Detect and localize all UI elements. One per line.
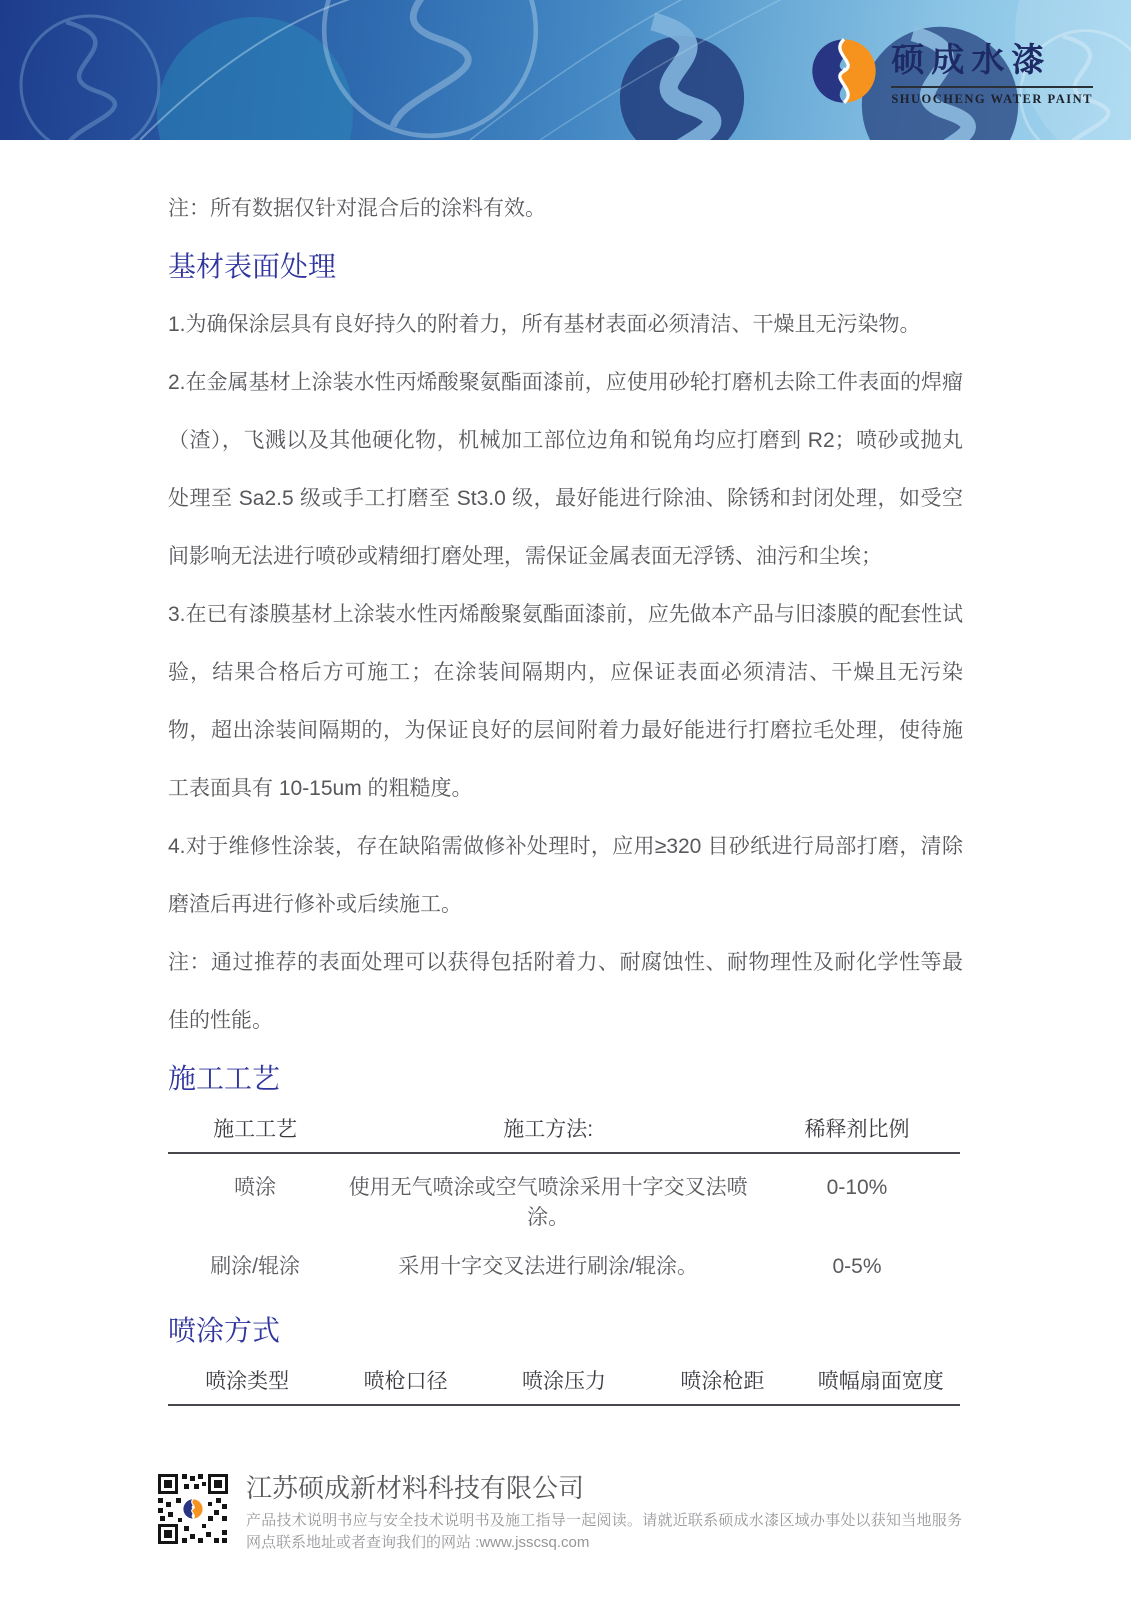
- table-header-rule: [168, 1152, 960, 1154]
- process-table-header-row: [168, 1108, 960, 1152]
- table-cell: 刷涂/辊涂: [210, 1255, 301, 1278]
- spray-table-header: 喷枪口径: [363, 1370, 448, 1393]
- spray-table-header: 喷幅扇面宽度: [817, 1370, 944, 1393]
- footer-disclaimer: 产品技术说明书应与安全技术说明书及施工指导一起阅读。请就近联系硕成水漆区域办事处以获知当地服务网点联系地址或者查询我们的网站 :www.jsscsq.com: [246, 1512, 962, 1551]
- surface-paragraph-2: 2.在金属基材上涂装水性丙烯酸聚氨酯面漆前，应使用砂轮打磨机去除工件表面的焊瘤（渣），飞溅以及其他硬化物，机械加工部位边角和锐角均应打磨到 R2；喷砂或抛丸处理至 Sa2.5 级或手工打磨至 St3.0 级，最好能进行除油、除锈和封闭处理，如受空间影响无法进行喷砂或精细打磨处理，需保证金属表面无浮锈、油污和尘埃；: [168, 371, 963, 568]
- spray-table-header-row: [168, 1360, 960, 1404]
- process-table-header: 稀释剂比例: [804, 1118, 910, 1141]
- process-table: [168, 1108, 960, 1282]
- surface-paragraph-3: 3.在已有漆膜基材上涂装水性丙烯酸聚氨酯面漆前，应先做本产品与旧漆膜的配套性试验，结果合格后方可施工；在涂装间隔期内，应保证表面必须清洁、干燥且无污染物，超出涂装间隔期的，为保证良好的层间附着力最好能进行打磨拉毛处理，使待施工表面具有 10-15um 的粗糙度。: [168, 603, 963, 800]
- spray-table: [168, 1360, 960, 1406]
- spray-table-header: 喷涂压力: [521, 1370, 606, 1393]
- brand-logo: [811, 34, 1093, 107]
- table-cell: 使用无气喷涂或空气喷涂采用十字交叉法喷涂。: [348, 1176, 748, 1229]
- spray-table-header: 喷涂枪距: [680, 1370, 765, 1393]
- company-name: 江苏硕成新材料科技有限公司: [246, 1473, 585, 1503]
- qr-code-icon: [156, 1472, 230, 1546]
- brand-text: [891, 34, 1093, 107]
- table-cell: 采用十字交叉法进行刷涂/辊涂。: [398, 1255, 699, 1278]
- footer-text-block: [246, 1472, 962, 1554]
- table-header-rule: [168, 1404, 960, 1406]
- mix-data-note: 注：所有数据仅针对混合后的涂料有效。: [168, 197, 546, 220]
- table-row: [168, 1252, 960, 1282]
- brand-name-cn: 硕成水漆: [891, 34, 1093, 88]
- section-title-surface-treatment: 基材表面处理: [168, 251, 337, 282]
- brand-logo-icon: [811, 38, 877, 104]
- spray-table-header: 喷涂类型: [205, 1370, 290, 1393]
- header-banner: [0, 0, 1131, 140]
- table-cell: 0-10%: [826, 1176, 888, 1199]
- surface-paragraph-1: 1.为确保涂层具有良好持久的附着力，所有基材表面必须清洁、干燥且无污染物。: [168, 313, 921, 336]
- surface-treatment-note: 注：通过推荐的表面处理可以获得包括附着力、耐腐蚀性、耐物理性及耐化学性等最佳的性能。: [168, 951, 963, 1032]
- table-cell: 喷涂: [234, 1176, 277, 1199]
- page-footer: [156, 1472, 986, 1554]
- surface-paragraph-4: 4.对于维修性涂装，存在缺陷需做修补处理时，应用≥320 目砂纸进行局部打磨，清除磨渣后再进行修补或后续施工。: [168, 835, 963, 916]
- brand-name-en: SHUOCHENG WATER PAINT: [891, 92, 1093, 106]
- table-cell: 0-5%: [832, 1255, 882, 1278]
- process-table-header: 施工工艺: [213, 1118, 298, 1141]
- section-title-process: 施工工艺: [168, 1063, 281, 1094]
- section-title-spray-method: 喷涂方式: [168, 1315, 281, 1346]
- table-row: [168, 1173, 960, 1233]
- document-body: [0, 140, 1131, 1406]
- process-table-header: 施工方法:: [503, 1118, 594, 1141]
